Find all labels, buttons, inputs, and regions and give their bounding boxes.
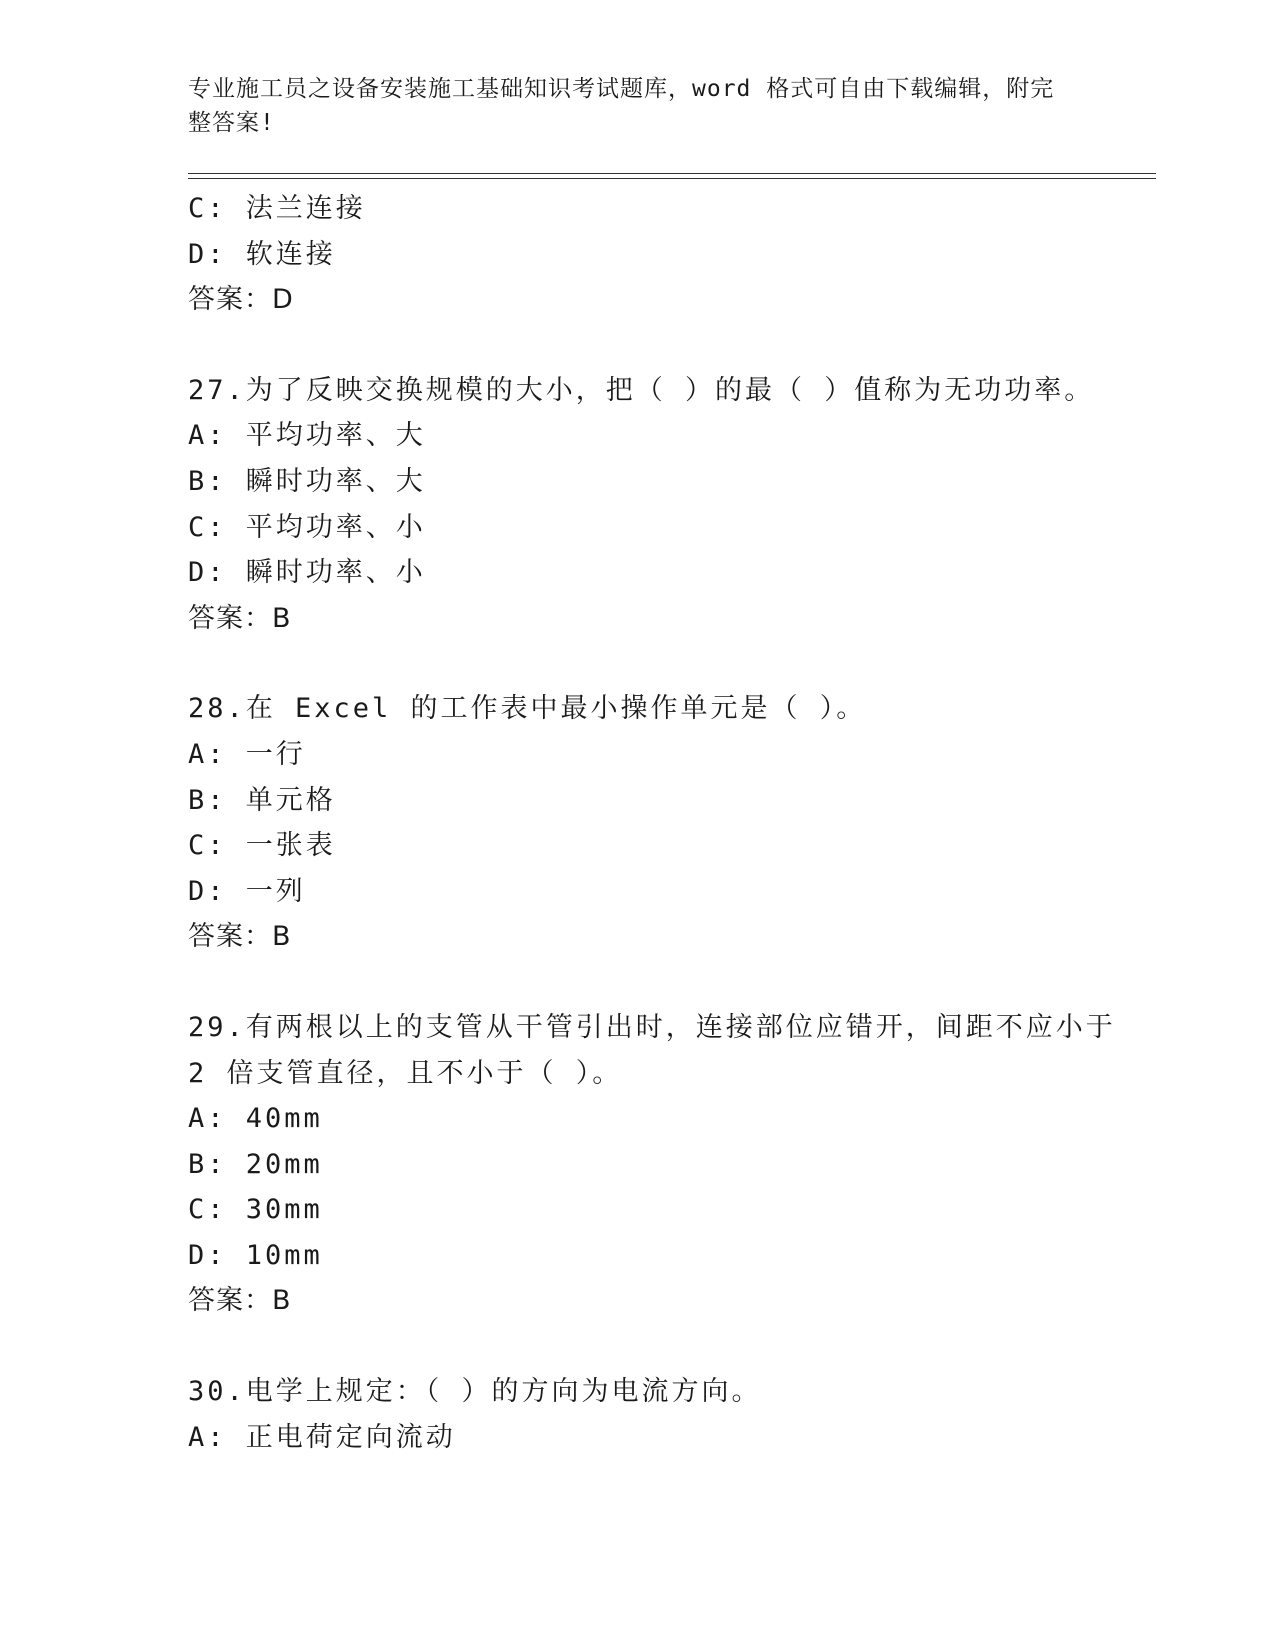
question-29 (188, 1005, 1116, 1324)
answer-line: 答案：B (188, 602, 292, 634)
question-stem-line1: 29.有两根以上的支管从干管引出时，连接部位应错开，间距不应小于 (188, 1011, 1116, 1043)
answer-line: 答案：B (188, 1285, 292, 1317)
document-header (188, 72, 1088, 140)
question-fragment (188, 186, 1088, 323)
option-b: B: 20mm (188, 1148, 323, 1180)
question-list (188, 186, 1116, 1460)
option-d: D: 10mm (188, 1239, 323, 1271)
option-d: D: 一列 (188, 875, 306, 907)
answer-line: 答案：B (188, 921, 292, 953)
option-b: B: 瞬时功率、大 (188, 465, 426, 497)
question-28 (188, 686, 1088, 960)
option-c: C: 平均功率、小 (188, 511, 426, 543)
answer-line: 答案：D (188, 284, 294, 316)
question-stem-line2: 2 倍支管直径，且不小于（ ）。 (188, 1057, 623, 1089)
option-a: A: 一行 (188, 738, 306, 770)
option-a: A: 平均功率、大 (188, 420, 426, 452)
option-d: D: 瞬时功率、小 (188, 557, 426, 589)
option-a: A: 正电荷定向流动 (188, 1421, 456, 1453)
option-d: D: 软连接 (188, 238, 336, 270)
question-stem: 30.电学上规定：（ ）的方向为电流方向。 (188, 1376, 762, 1408)
question-27 (188, 368, 1095, 642)
header-divider-top (188, 173, 1156, 174)
option-b: B: 单元格 (188, 784, 336, 816)
option-c: C: 法兰连接 (188, 193, 366, 224)
option-c: C: 30mm (188, 1194, 323, 1226)
option-c: C: 一张表 (188, 830, 336, 862)
option-a: A: 40mm (188, 1103, 323, 1135)
question-stem: 28.在 Excel 的工作表中最小操作单元是（ ）。 (188, 693, 867, 725)
header-title-line1: 专业施工员之设备安装施工基础知识考试题库，word 格式可自由下载编辑，附完 (188, 76, 1055, 102)
question-30 (188, 1369, 1088, 1460)
question-stem: 27.为了反映交换规模的大小，把（ ）的最（ ）值称为无功功率。 (188, 374, 1095, 406)
header-divider-bottom (188, 178, 1156, 179)
header-title-line2: 整答案! (188, 110, 275, 136)
